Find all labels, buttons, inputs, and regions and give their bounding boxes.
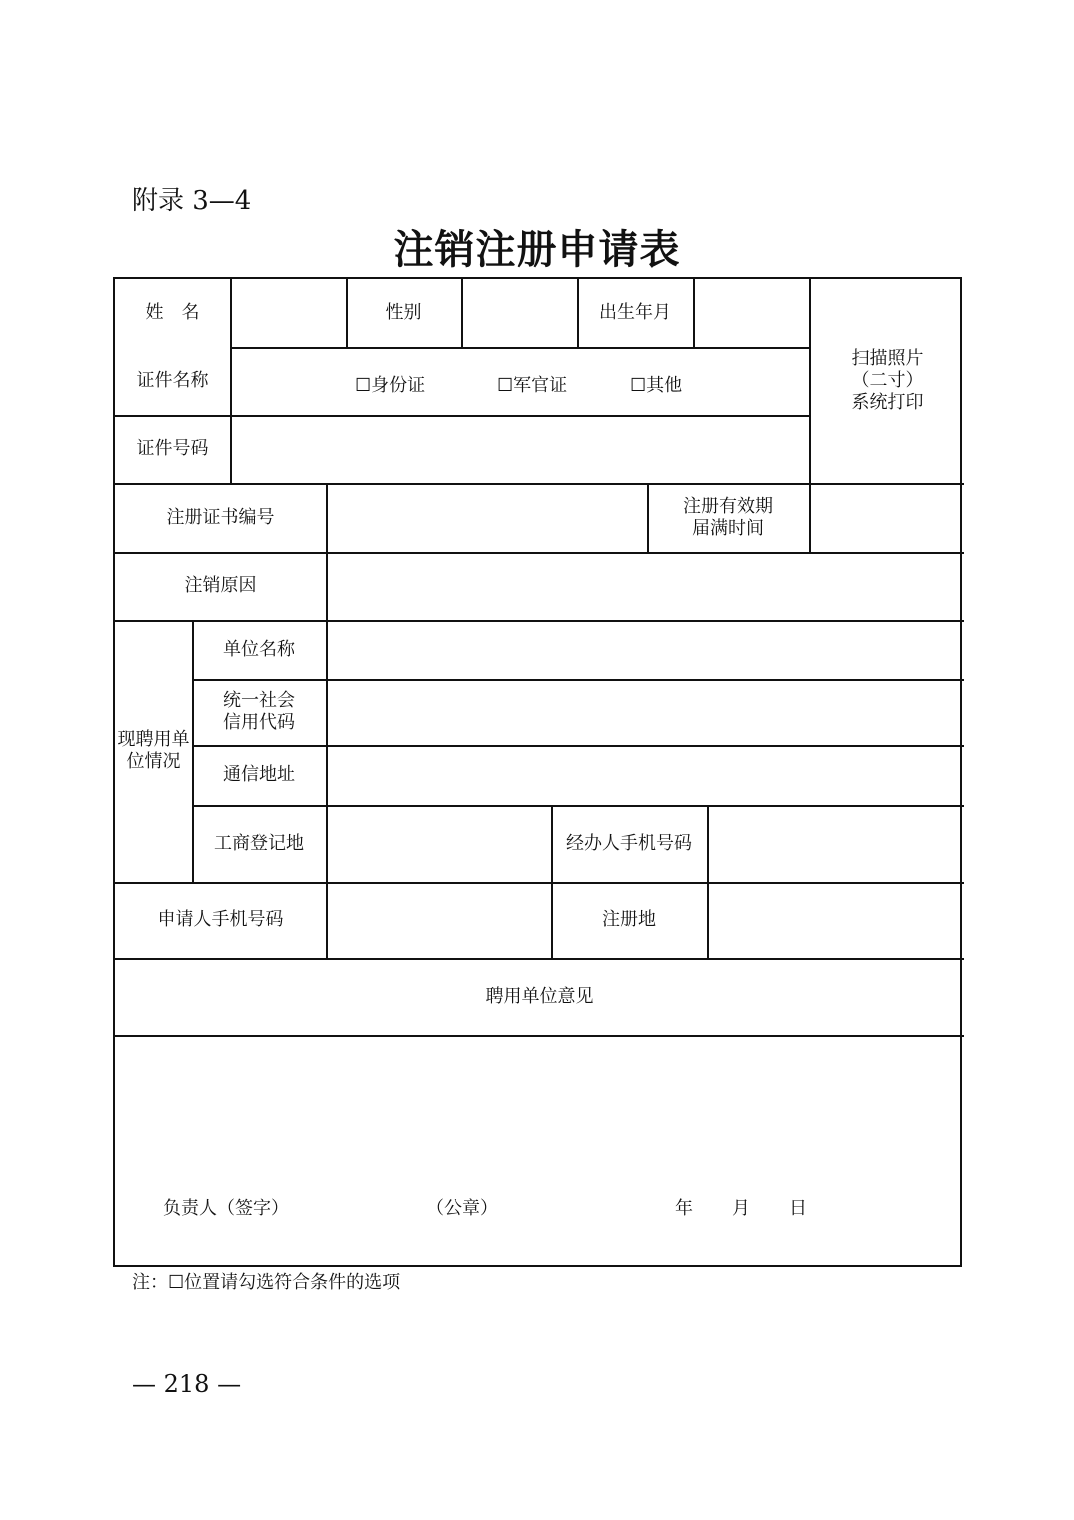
sign-label: 负责人（签字）	[163, 1198, 289, 1219]
reg-place-field[interactable]	[328, 805, 551, 882]
application-form	[113, 277, 962, 1267]
employer-name-label: 单位名称	[223, 638, 295, 660]
expiry-label: 注册有效期 届满时间	[683, 495, 773, 539]
address-label: 通信地址	[223, 764, 295, 785]
birth-field[interactable]	[695, 279, 809, 347]
applicant-phone-label: 申请人手机号码	[157, 909, 284, 930]
appendix-label: 附录 3—4	[132, 186, 252, 216]
month-label: 月	[732, 1198, 750, 1219]
name-field[interactable]	[232, 279, 346, 347]
cert-no-label: 注册证书编号	[166, 506, 275, 528]
seal-label: （公章）	[426, 1198, 498, 1219]
reason-label: 注销原因	[184, 575, 257, 596]
page-number: — 218 —	[132, 1370, 242, 1398]
applicant-phone-field[interactable]	[328, 882, 551, 958]
reason-field[interactable]	[328, 552, 964, 620]
gender-field[interactable]	[463, 279, 577, 347]
handler-phone-field[interactable]	[709, 805, 964, 882]
grid-line	[230, 347, 810, 349]
credit-code-field[interactable]	[328, 679, 964, 745]
id-option-officer-card[interactable]: ☐军官证	[497, 375, 568, 396]
footnote: 注：☐位置请勾选符合条件的选项	[132, 1272, 401, 1293]
expiry-field[interactable]	[811, 483, 964, 552]
registration-place-label: 注册地	[602, 909, 656, 930]
id-type-label: 证件名称	[136, 370, 209, 391]
reg-place-label: 工商登记地	[214, 832, 304, 854]
id-number-field[interactable]	[232, 415, 809, 483]
handler-phone-label: 经办人手机号码	[566, 832, 692, 854]
name-label: 姓 名	[145, 302, 200, 323]
year-label: 年	[675, 1198, 693, 1219]
registration-place-field[interactable]	[709, 882, 964, 958]
opinion-field[interactable]	[115, 1037, 964, 1267]
employer-section-label: 现聘用单 位情况	[117, 729, 190, 772]
gender-label: 性别	[385, 302, 422, 323]
id-number-label: 证件号码	[136, 438, 209, 459]
credit-code-label: 统一社会 信用代码	[223, 690, 295, 733]
cert-no-field[interactable]	[328, 483, 647, 552]
opinion-label: 聘用单位意见	[485, 985, 594, 1007]
photo-placeholder: 扫描照片 （二寸） 系统打印	[851, 348, 924, 413]
id-option-id-card[interactable]: ☐身份证	[355, 375, 426, 396]
day-label: 日	[789, 1198, 807, 1219]
form-title: 注销注册申请表	[393, 226, 681, 273]
address-field[interactable]	[328, 745, 964, 805]
id-type-options	[355, 371, 810, 396]
id-option-other[interactable]: ☐其他	[630, 375, 683, 396]
birth-label: 出生年月	[599, 302, 671, 323]
employer-name-field[interactable]	[328, 620, 964, 679]
